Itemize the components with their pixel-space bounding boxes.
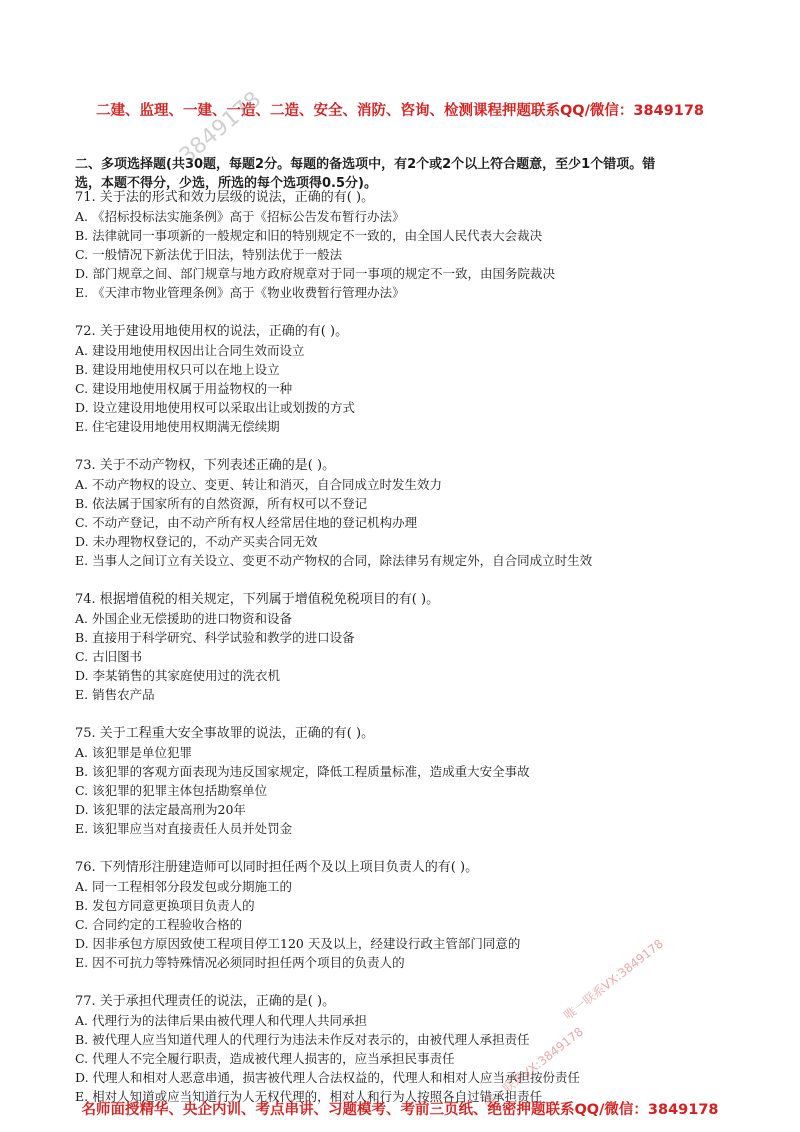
option-a: A. 同一工程相邻分段发包或分期施工的	[75, 879, 292, 894]
question-list	[75, 188, 755, 1126]
question-stem: 73. 关于不动产物权，下列表述正确的是( )。	[75, 458, 336, 473]
question-stem: 76. 下列情形注册建造师可以同时担任两个及以上项目负责人的有( )。	[75, 860, 479, 875]
option-c: C. 合同约定的工程验收合格的	[75, 917, 243, 932]
option-e: E. 住宅建设用地使用权期满无偿续期	[75, 419, 280, 434]
option-a: A. 外国企业无偿援助的进口物资和设备	[75, 611, 292, 626]
option-d: D. 未办理物权登记的，不动产买卖合同无效	[75, 534, 318, 549]
option-e: E. 因不可抗力等特殊情况必须同时担任两个项目的负责人的	[75, 955, 405, 970]
option-b: B. 被代理人应当知道代理人的代理行为违法未作反对表示的，由被代理人承担责任	[75, 1032, 530, 1047]
option-e: E. 销售农产品	[75, 687, 155, 702]
option-c: C. 古旧图书	[75, 649, 143, 664]
option-c: C. 一般情况下新法优于旧法，特别法优于一般法	[75, 247, 343, 262]
question-75	[75, 724, 755, 838]
question-stem: 72. 关于建设用地使用权的说法，正确的有( )。	[75, 324, 349, 339]
option-a: A. 不动产物权的设立、变更、转让和消灭，自合同成立时发生效力	[75, 477, 442, 492]
option-a: A. 《招标投标法实施条例》高于《招标公告发布暂行办法》	[75, 209, 405, 224]
option-a: A. 代理行为的法律后果由被代理人和代理人共同承担	[75, 1013, 367, 1028]
option-a: A. 该犯罪是单位犯罪	[75, 745, 192, 760]
question-74	[75, 590, 755, 704]
option-c: C. 不动产登记，由不动产所有权人经常居住地的登记机构办理	[75, 515, 418, 530]
option-d: D. 部门规章之间、部门规章与地方政府规章对于同一事项的规定不一致，由国务院裁决	[75, 266, 556, 281]
question-72	[75, 322, 755, 436]
question-73	[75, 456, 755, 570]
footer-banner: 名师面授精华、央企内训、考点串讲、习题模考、考前三页纸、绝密押题联系QQ/微信：3849178	[81, 1102, 719, 1118]
question-77	[75, 992, 755, 1106]
option-b: B. 该犯罪的客观方面表现为违反国家规定，降低工程质量标准，造成重大安全事故	[75, 764, 530, 779]
watermark-contact: 唯一联系VX:3849178	[561, 936, 666, 1023]
option-e: E. 相对人知道或应当知道行为人无权代理的，相对人和行为人按照各自过错承担责任	[75, 1089, 543, 1104]
question-76	[75, 858, 755, 972]
option-e: E. 当事人之间订立有关设立、变更不动产物权的合同，除法律另有规定外，自合同成立时生效	[75, 553, 593, 568]
option-a: A. 建设用地使用权因出让合同生效而设立	[75, 343, 305, 358]
question-stem: 77. 关于承担代理责任的说法，正确的是( )。	[75, 994, 336, 1009]
option-d: D. 因非承包方原因致使工程项目停工120 天及以上，经建设行政主管部门同意的	[75, 936, 521, 951]
option-d: D. 该犯罪的法定最高刑为20年	[75, 802, 246, 817]
question-71	[75, 188, 755, 302]
option-b: B. 依法属于国家所有的自然资源，所有权可以不登记	[75, 496, 368, 511]
option-e: E. 《天津市物业管理条例》高于《物业收费暂行管理办法》	[75, 285, 405, 300]
option-c: C. 建设用地使用权属于用益物权的一种	[75, 381, 293, 396]
question-stem: 75. 关于工程重大安全事故罪的说法，正确的有( )。	[75, 726, 375, 741]
option-c: C. 该犯罪的犯罪主体包括勘察单位	[75, 783, 268, 798]
question-stem: 74. 根据增值税的相关规定，下列属于增值税免税项目的有( )。	[75, 592, 440, 607]
option-c: C. 代理人不完全履行职责，造成被代理人损害的，应当承担民事责任	[75, 1051, 455, 1066]
option-d: D. 设立建设用地使用权可以采取出让或划拨的方式	[75, 400, 356, 415]
section-heading-line-1: 二、多项选择题(共30题，每题2分。每题的备选项中，有2个或2个以上符合题意，至少1个错项。错	[75, 157, 656, 172]
watermark-diagonal: 3849178	[175, 87, 267, 170]
option-d: D. 李某销售的其家庭使用过的洗衣机	[75, 668, 281, 683]
header-banner: 二建、监理、一建、一造、二造、安全、消防、咨询、检测课程押题联系QQ/微信：3849178	[95, 103, 705, 119]
option-b: B. 建设用地使用权只可以在地上设立	[75, 362, 280, 377]
watermark-contact: 唯一联系VX:3849178	[481, 1024, 586, 1111]
option-b: B. 法律就同一事项新的一般规定和旧的特别规定不一致的，由全国人民代表大会裁决	[75, 228, 543, 243]
question-stem: 71. 关于法的形式和效力层级的说法，正确的有( )。	[75, 190, 375, 205]
option-b: B. 直接用于科学研究、科学试验和教学的进口设备	[75, 630, 355, 645]
section-heading-line-2: 选，本题不得分，少选，所选的每个选项得0.5分)。	[75, 176, 377, 191]
option-b: B. 发包方同意更换项目负责人的	[75, 898, 255, 913]
option-d: D. 代理人和相对人恶意串通，损害被代理人合法权益的，代理人和相对人应当承担按份责任	[75, 1070, 581, 1085]
option-e: E. 该犯罪应当对直接责任人员并处罚金	[75, 821, 293, 836]
